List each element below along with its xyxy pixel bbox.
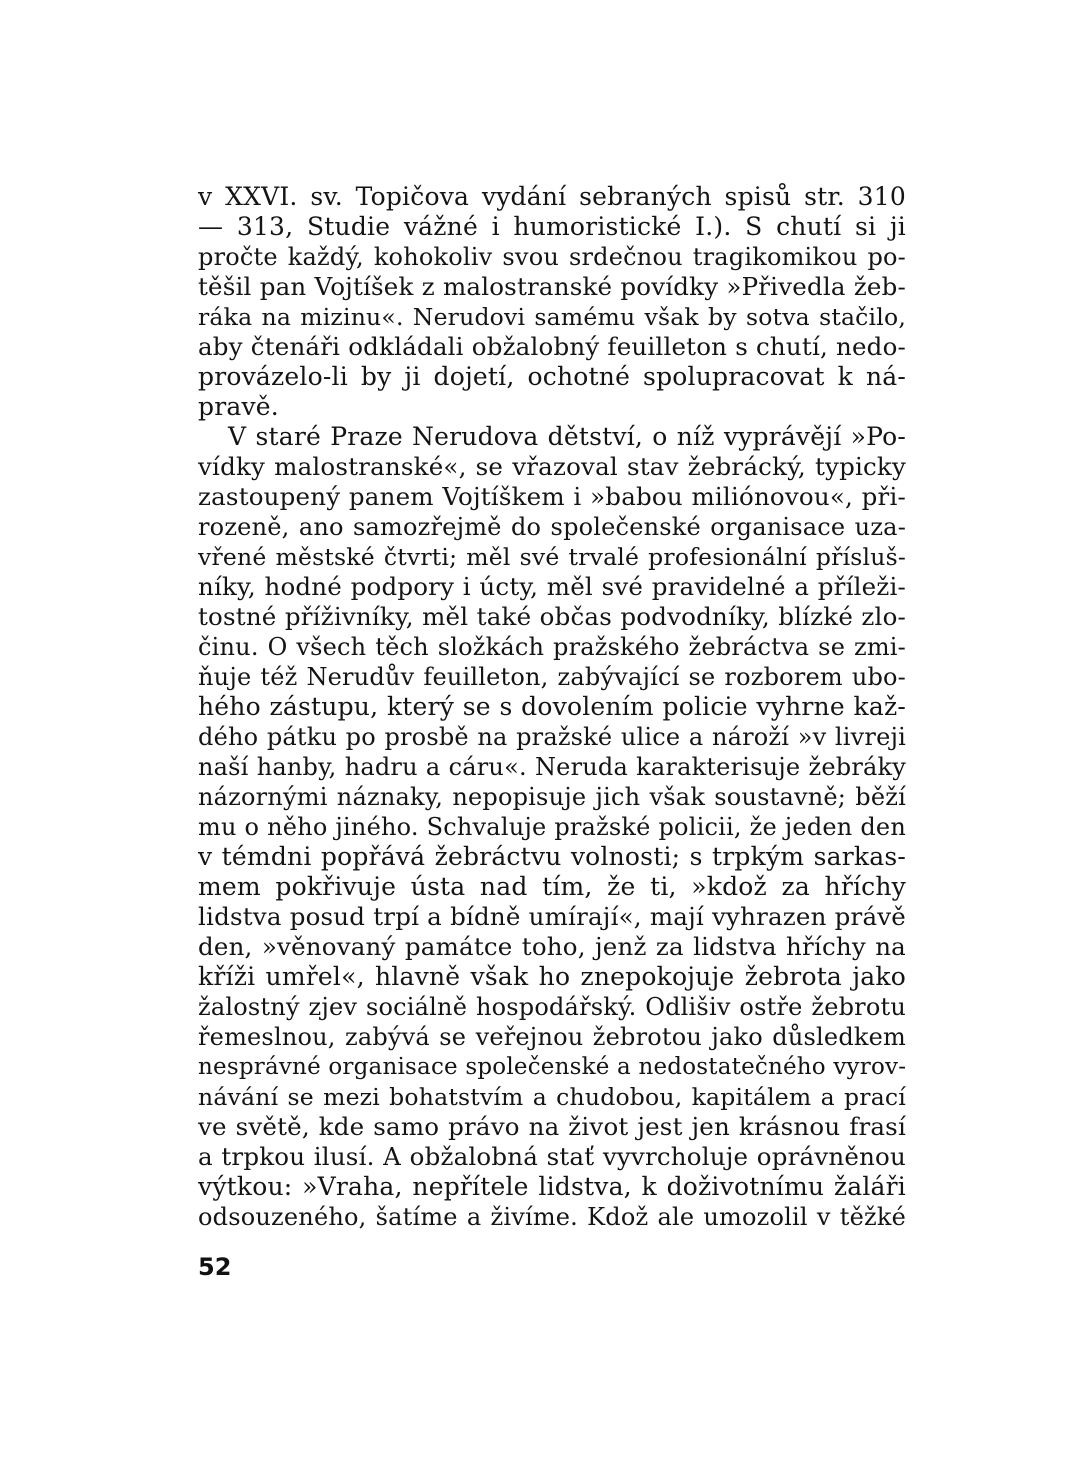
text-line: lidstva posud trpí a bídně umírají«, mají vyhrazen právě: [198, 902, 906, 931]
text-line: den, »věnovaný památce toho, jenž za lidstva hříchy na: [198, 932, 906, 961]
text-line: názornými náznaky, nepopisuje jich však soustavně; běží: [198, 783, 906, 811]
text-line: těšil pan Vojtíšek z malostranské povídky »Přivedla žeb-: [198, 272, 906, 301]
text-line: zastoupený panem Vojtíškem i »babou miliónovou«, při-: [198, 482, 906, 511]
text-line: výtkou: »Vraha, nepřítele lidstva, k doživotnímu žaláři: [198, 1172, 906, 1201]
text-line: odsouzeného, šatíme a živíme. Kdož ale umozolil v těžké: [198, 1203, 906, 1231]
text-line: níky, hodné podpory i úcty, měl své pravidelné a příleži-: [198, 572, 906, 601]
text-line: hého zástupu, který se s dovolením policie vyhrne kaž-: [198, 692, 906, 721]
text-line: ňuje též Nerudův feuilleton, zabývající se rozborem ubo-: [198, 663, 906, 691]
text-line: rozeně, ano samozřejmě do společenské organisace uza-: [198, 513, 906, 541]
text-line: a trpkou ilusí. A obžalobná stať vyvrcholuje oprávněnou: [198, 1142, 906, 1171]
page-number: 52: [198, 1253, 232, 1281]
text-line: nesprávné organisace společenské a nedostatečného vyrov-: [198, 1054, 907, 1080]
text-line: činu. O všech těch složkách pražského žebráctva se zmi-: [198, 633, 906, 661]
text-line: — 313, Studie vážné i humoristické I.). S chutí si ji: [198, 212, 906, 241]
text-line: žalostný zjev sociálně hospodářský. Odlišiv ostře žebrotu: [198, 993, 906, 1021]
text-line: mu o něho jiného. Schvaluje pražské policii, že jeden den: [198, 813, 906, 841]
text-line: v témdni popřává žebráctvu volnosti; s trpkým sarkas-: [198, 842, 906, 871]
text-line: vídky malostranské«, se vřazoval stav žebrácký, typicky: [198, 452, 906, 481]
text-line: ve světě, kde samo právo na život jest jen krásnou frasí: [198, 1112, 906, 1141]
text-line: kříži umřel«, hlavně však ho znepokojuje žebrota jako: [198, 962, 906, 991]
text-line: pravě.: [198, 392, 279, 421]
text-line: naší hanby, hadru a cáru«. Neruda karakterisuje žebráky: [198, 753, 906, 781]
text-line: návání se mezi bohatstvím a chudobou, kapitálem a prací: [198, 1083, 906, 1111]
text-line: řemeslnou, zabývá se veřejnou žebrotou jako důsledkem: [198, 1023, 906, 1051]
paragraph-first-line: V staré Praze Nerudova dětství, o níž vyprávějí »Po-: [228, 422, 906, 451]
text-line: dého pátku po prosbě na pražské ulice a nároží »v livreji: [198, 723, 906, 751]
text-line: pročte každý, kohokoliv svou srdečnou tragikomikou po-: [198, 243, 906, 271]
text-line: tostné příživníky, měl také občas podvodníky, blízké zlo-: [198, 602, 906, 631]
text-line: vřené městské čtvrti; měl své trvalé profesionální přísluš-: [198, 543, 906, 571]
text-line: provázelo-li by ji dojetí, ochotné spolupracovat k ná-: [198, 362, 906, 391]
text-line: v XXVI. sv. Topičova vydání sebraných spisů str. 310: [198, 182, 906, 211]
text-line: mem pokřivuje ústa nad tím, že ti, »kdož za hříchy: [198, 872, 906, 901]
text-line: aby čtenáři odkládali obžalobný feuilleton s chutí, nedo-: [198, 332, 906, 361]
text-line: ráka na mizinu«. Nerudovi samému však by sotva stačilo,: [198, 303, 906, 331]
